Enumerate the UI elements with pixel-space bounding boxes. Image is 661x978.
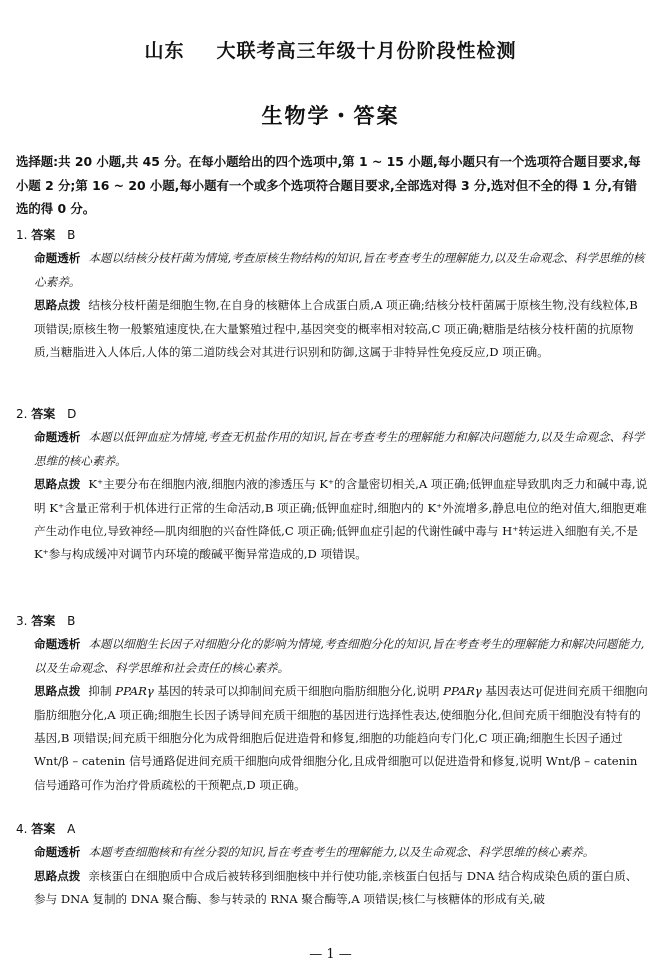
- hint-label: 思路点拨: [34, 298, 81, 313]
- analysis-text: 本题以细胞生长因子对细胞分化的影响为情境,考查细胞分化的知识,旨在考查考生的理解能力和解决问题能力,以及生命观念、科学思维和社会责任的核心素养。: [34, 637, 645, 675]
- hint-text: 亲核蛋白在细胞质中合成后被转移到细胞核中并行使功能,亲核蛋白包括与 DNA 结合构成染色质的蛋白质、参与 DNA 复制的 DNA 聚合酶、参与转录的 RNA 聚合酶等,A 项错误;核仁与核糖体的形成有关,破: [34, 868, 638, 907]
- answer-label: 答案: [31, 228, 56, 242]
- hint-label: 思路点拨: [34, 477, 81, 492]
- hint-section: [34, 680, 648, 797]
- answer-value: D: [67, 407, 77, 421]
- hint-text: 结核分枝杆菌是细胞生物,在自身的核糖体上合成蛋白质,A 项正确;结核分枝杆菌属于原核生物,没有线粒体,B 项错误;原核生物一般繁殖速度快,在大量繁殖过程中,基因突变的概率相对较高,C 项正确;糖脂是结核分枝杆菌的抗原物质,当糖脂进入人体后,人体的第二道防线会对其进行识别和防御,这属于非特异性免疫反应,D 项正确。: [34, 298, 638, 360]
- analysis-label: 命题透析: [34, 430, 81, 445]
- question-4-header: [16, 818, 648, 841]
- question-1: [16, 224, 648, 364]
- page-subtitle: 生物学・答案: [261, 104, 400, 128]
- question-3: [16, 610, 648, 797]
- answer-label: 答案: [31, 614, 56, 628]
- gene-name: PPARγ: [443, 684, 482, 699]
- hint-section: [34, 473, 648, 567]
- hint-text: 抑制: [88, 684, 116, 699]
- analysis-label: 命题透析: [34, 251, 81, 266]
- question-3-header: [16, 610, 648, 633]
- question-2-header: [16, 403, 648, 426]
- hint-section: [34, 294, 648, 364]
- page-number: — 1 —: [309, 947, 352, 962]
- question-4: [16, 818, 648, 912]
- analysis-text: 本题以低钾血症为情境,考查无机盐作用的知识,旨在考查考生的理解能力和解决问题能力,以及生命观念、科学思维的核心素养。: [34, 430, 645, 468]
- analysis-section: [34, 841, 648, 864]
- answer-value: B: [67, 228, 76, 242]
- analysis-text: 本题考查细胞核和有丝分裂的知识,旨在考查考生的理解能力,以及生命观念、科学思维的核心素养。: [88, 845, 595, 860]
- hint-label: 思路点拨: [34, 684, 81, 699]
- answer-label: 答案: [31, 407, 56, 421]
- question-number: 1.: [16, 228, 28, 242]
- instructions: 选择题:共 20 小题,共 45 分。在每小题给出的四个选项中,第 1 ~ 15 小题,每小题只有一个选项符合题目要求,每小题 2 分;第 16 ~ 20 小题,每小题有一个或多个选项符合题目要求,全部选对得 3 分,选对但不全的得 1 分,有错选的得 0 分。: [16, 154, 641, 216]
- hint-text: 基因的转录可以抑制间充质干细胞向脂肪细胞分化,说明: [153, 684, 444, 699]
- exam-name: 大联考高三年级十月份阶段性检测: [216, 40, 517, 62]
- analysis-text: 本题以结核分枝杆菌为情境,考查原核生物结构的知识,旨在考查考生的理解能力,以及生命观念、科学思维的核心素养。: [34, 251, 645, 289]
- answer-value: B: [67, 614, 76, 628]
- question-number: 2.: [16, 407, 28, 421]
- answer-value: A: [67, 822, 76, 836]
- analysis-label: 命题透析: [34, 637, 81, 652]
- analysis-section: [34, 426, 648, 473]
- question-2: [16, 403, 648, 567]
- analysis-section: [34, 247, 648, 294]
- exam-title: [0, 36, 661, 63]
- hint-label: 思路点拨: [34, 868, 81, 883]
- analysis-section: [34, 633, 648, 680]
- hint-text: 基因表达可促进间充质干细胞向脂肪细胞分化,A 项正确;细胞生长因子诱导间充质干细胞的基因进行选择性表达,使细胞分化,但间充质干细胞没有特有的基因,B 项错误;间充质干细胞分化为成骨细胞后促进造骨和修复,细胞的功能趋向专门化,C 项正确;细胞生长因子通过 Wnt/β – catenin 信号通路促进间充质干细胞向成骨细胞分化,且成骨细胞可以促进造骨和修复,说明 Wnt/β – catenin 信号通路可作为治疗骨质疏松的干预靶点,D 项正确。: [34, 684, 648, 792]
- analysis-label: 命题透析: [34, 845, 81, 860]
- region-label: 山东: [144, 40, 185, 62]
- question-1-header: [16, 224, 648, 247]
- question-number: 3.: [16, 614, 28, 628]
- answer-label: 答案: [31, 822, 56, 836]
- hint-text: K⁺主要分布在细胞内液,细胞内液的渗透压与 K⁺的含量密切相关,A 项正确;低钾血症导致肌肉乏力和碱中毒,说明 K⁺含量正常利于机体进行正常的生命活动,B 项正确;低钾血症时,细胞内的 K⁺外流增多,静息电位的绝对值大,细胞更难产生动作电位,导致神经—肌肉细胞的兴奋性降低,C 项正确;低钾血症引起的代谢性碱中毒与 H⁺转运进入细胞有关,不是 K⁺参与构成缓冲对调节内环境的酸碱平衡异常造成的,D 项错误。: [34, 477, 648, 562]
- hint-section: [34, 865, 648, 912]
- gene-name: PPARγ: [115, 684, 154, 699]
- question-number: 4.: [16, 822, 28, 836]
